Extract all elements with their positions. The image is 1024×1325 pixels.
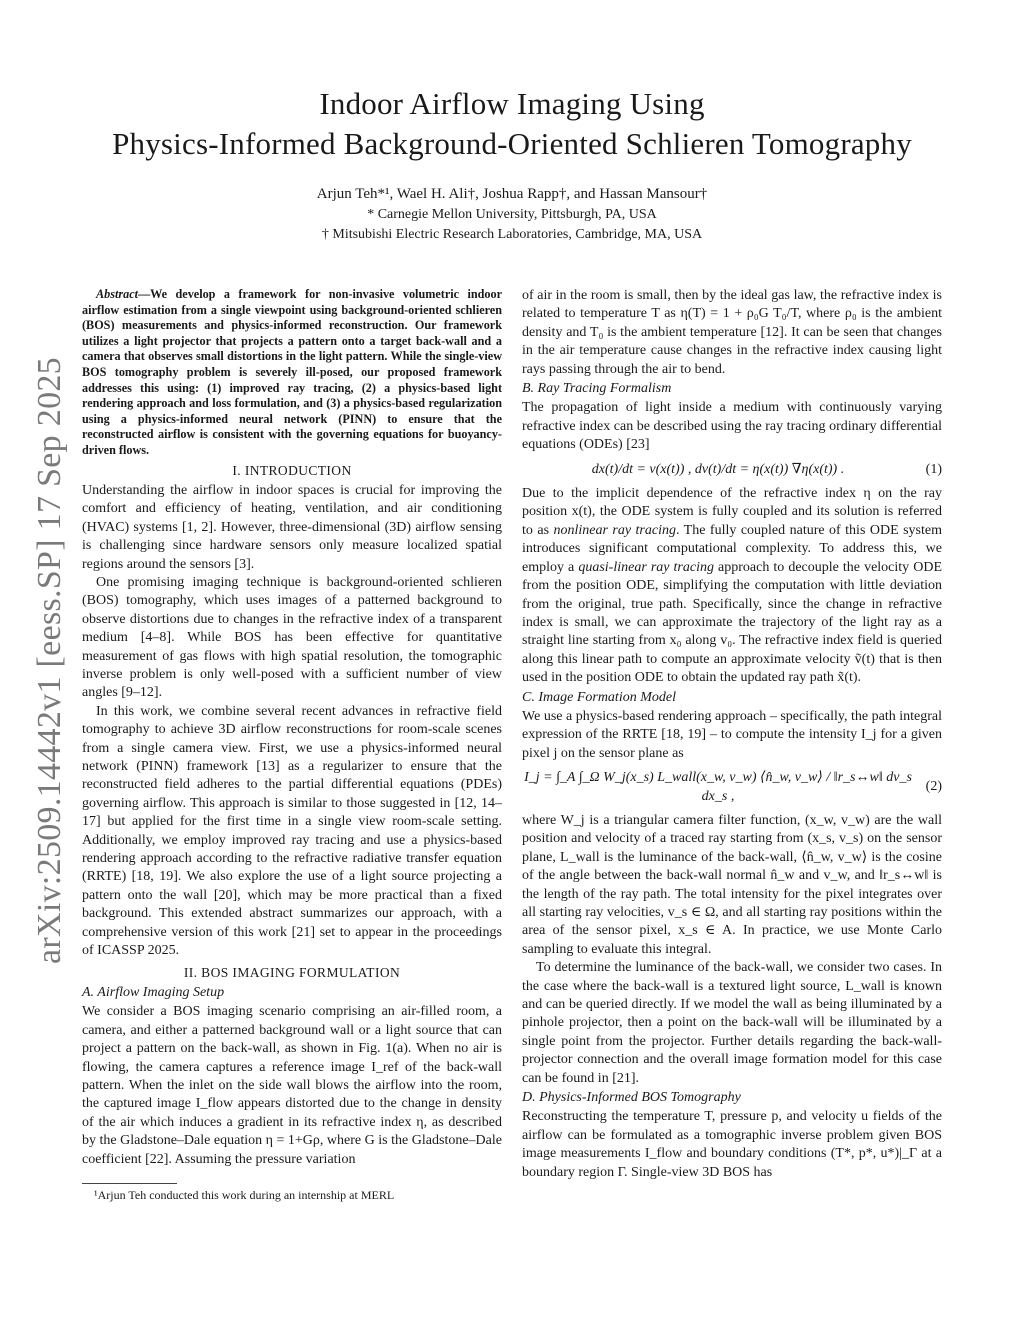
affiliation-cmu: * Carnegie Mellon University, Pittsburgh, PA, USA [367,207,657,222]
subsection-heading-ray-tracing: B. Ray Tracing Formalism [522,381,672,397]
paper-title-line-2: Physics-Informed Background-Oriented Schlieren Tomography [112,126,912,161]
affiliation-merl: † Mitsubishi Electric Research Laboratories, Cambridge, MA, USA [321,227,703,242]
image-formation-paragraph-1: We use a physics-based rendering approach – specifically, the path integral expression of the RRTE [18, 19] – to compute the intensity I_j for a given pixel j on the sensor plane as [522,708,942,761]
abstract [82,287,502,459]
section-heading-introduction: I. INTRODUCTION [232,462,352,478]
ray-tracing-paragraph-2 [522,485,942,687]
equation-2 [522,769,942,806]
footnote-rule [82,1183,177,1184]
paper-title-line-1: Indoor Airflow Imaging Using [319,86,705,121]
equation-2-body: I_j = ∫_A ∫_Ω W_j(x_s) L_wall(x_w, v_w) ⟨n̂_w, v_w⟩ / ‖r_s↔w‖ dv_s dx_s , [524,770,912,804]
abstract-text: —We develop a framework for non-invasive volumetric indoor airflow estimation from a single viewpoint using background-oriented schlieren (BOS) measurements and physics-informed reconstruction. Our framework utilizes a light projector that projects a pattern onto a target back-wall and a camera that observes small distortions in the light pattern. While the single-view BOS tomography problem is severely ill-posed, our proposed framework addresses this using: (1) improved ray tracing, (2) a physics-based light rendering approach and loss formulation, and (3) a physics-based regularization using a physics-informed neural network (PINN) to ensure that the reconstructed airflow is consistent with the governing equations for buoyancy-driven flows. [82,287,502,457]
left-column [82,287,502,1169]
ray-tracing-text-a: Due to the implicit dependence of the refractive index η on the ray position x(t), the ODE system is fully coupled and its solution is referred to as [522,486,942,538]
subsection-heading-airflow-setup: A. Airflow Imaging Setup [82,984,225,1000]
intro-paragraph-3: In this work, we combine several recent advances in refractive field tomography to achieve 3D airflow reconstructions for room-scale scenes from a single camera view. First, we use a physics-informed neural network (PINN) framework [13] as a regularizer to ensure that the reconstructed field adheres to the partial differential equations (PDEs) governing airflow. This approach is similar to those suggested in [12, 14–17] but applied for the first time in a single view room-scale setting. Additionally, we employ improved ray tracing and use a physics-based rendering approach according to the refractive radiative transfer equation (RRTE) [18, 19]. We also explore the use of a light source projecting a pattern onto the wall [20], which may be more practical than a fixed background. This extended abstract summarizes our approach, with a comprehensive version of this work [21] set to appear in the proceedings of ICASSP 2025. [82,703,502,959]
term-nonlinear-ray-tracing: nonlinear ray tracing [553,522,676,538]
equation-1-number: (1) [925,461,942,477]
ray-tracing-paragraph-1: The propagation of light inside a medium with continuously varying refractive index can be described using the ray tracing ordinary differential equations (ODEs) [23] [522,400,942,453]
image-formation-paragraph-3: To determine the luminance of the back-wall, we consider two cases. In the case where the back-wall is a textured light source, L_wall is known and can be queried directly. If we model the wall as being illuminated by a pinhole projector, then a point on the back-wall will be illuminated by a single point from the projector. Further details regarding the back-wall-projector connection and the overall image formation model for this case can be found in [21]. [522,960,942,1086]
equation-2-number: (2) [925,779,942,795]
intro-paragraph-2: One promising imaging technique is background-oriented schlieren (BOS) tomography, which uses images of a patterned background to observe distortions due to changes in the refractive index of a transparent medium [4–8]. While BOS has been effective for quantitative measurement of gas flows with high spatial resolution, the tomographic inverse problem is only well-posed with a sufficient number of view angles [9–12]. [82,574,502,701]
right-column [522,287,942,1182]
section-heading-bos-formulation: II. BOS IMAGING FORMULATION [183,964,401,980]
intro-paragraph-1: Understanding the airflow in indoor spaces is crucial for improving the comfort and efficiency of heating, ventilation, and air conditioning (HVAC) systems [1, 2]. However, three-dimensional (3D) airflow sensing is challenging since hardware sensors only measure localized spatial regions around the sensors [3]. [82,482,502,572]
arxiv-identifier: arXiv:2509.14442v1 [eess.SP] 17 Sep 2025 [31,357,68,964]
image-formation-paragraph-2: where W_j is a triangular camera filter function, (x_w, v_w) are the wall position and velocity of a traced ray starting from (x_s, v_s) on the sensor plane, L_wall is the luminance of the back-wall, ⟨n̂_w, v_w⟩ is the cosine of the angle between the back-wall normal n̂_w and v_w, and ‖r_s↔w‖ is the length of the ray path. The total intensity for the pixel integrates over all starting ray velocities, v_s ∈ Ω, and all starting ray positions within the area of the sensor pixel, x_s ∈ A. In practice, we use Monte Carlo sampling to evaluate this integral. [522,812,942,957]
term-quasi-linear-ray-tracing: quasi-linear ray tracing [578,559,714,575]
airflow-setup-continuation: of air in the room is small, then by the ideal gas law, the refractive index is related to temperature T as η(T) = 1 + ρ₀G T₀/T, where ρ₀ is the ambient density and T₀ is the ambient temperature [12]. It can be seen that changes in the air temperature cause changes in the refractive index causing light rays passing through the air to bend. [522,288,942,377]
abstract-label: Abstract [96,287,138,301]
subsection-heading-pinn-bos: D. Physics-Informed BOS Tomography [522,1090,741,1106]
author-list: Arjun Teh*¹, Wael H. Ali†, Joshua Rapp†, and Hassan Mansour† [316,186,708,202]
subsection-heading-image-formation: C. Image Formation Model [522,689,676,705]
ray-tracing-text-c: approach to decouple the velocity ODE from the position ODE, simplifying the computation with little deviation from the original, true path. Specifically, since the change in refractive index is small, we can approximate the trajectory of the light ray as a straight line starting from x₀ along v₀. The refractive index field is queried along this linear path to compute an approximate velocity ṽ(t) that is then used in the position ODE to obtain the updated ray path x̃(t). [522,559,943,686]
equation-1-body: dx(t)/dt = v(x(t)) , dv(t)/dt = η(x(t)) ∇η(x(t)) . [591,461,845,477]
ray-tracing-text-b: . The fully coupled nature of this ODE system introduces significant computational complexity. To address this, we employ a [522,522,942,575]
pinn-bos-paragraph: Reconstructing the temperature T, pressure p, and velocity u fields of the airflow can be formulated as a tomographic inverse problem given BOS image measurements I_flow and boundary conditions (T*, p*, u*)|_Γ at a boundary region Γ. Single-view 3D BOS has [522,1109,942,1180]
footnote: ¹Arjun Teh conducted this work during an internship at MERL [94,1188,395,1202]
equation-1 [522,461,942,479]
airflow-setup-paragraph: We consider a BOS imaging scenario comprising an air-filled room, a camera, and either a patterned background wall or a light source that can project a pattern on the back-wall, as shown in Fig. 1(a). When no air is flowing, the camera captures a reference image I_ref of the back-wall pattern. When the inlet on the side wall blows the airflow into the room, the captured image I_flow appears distorted due to the change in density of the air which induces a gradient in its refractive index η, as described by the Gladstone–Dale equation η = 1+Gρ, where G is the Gladstone–Dale coefficient [22]. Assuming the pressure variation [82,1004,502,1167]
